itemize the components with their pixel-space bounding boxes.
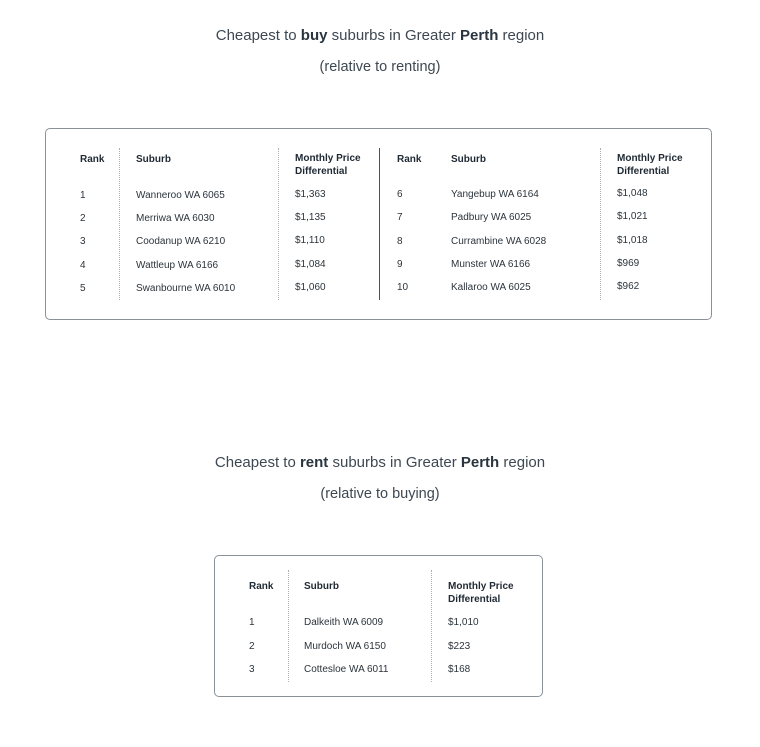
rank-cell: 7 <box>397 212 403 223</box>
column-divider <box>119 148 120 300</box>
diff-cell: $1,363 <box>295 189 326 200</box>
rank-cell: 1 <box>80 190 86 201</box>
buy-section-title <box>0 27 760 44</box>
header-diff: Monthly Price Differential <box>448 581 514 605</box>
column-divider <box>600 148 601 300</box>
diff-cell: $1,018 <box>617 235 648 246</box>
suburb-cell: Munster WA 6166 <box>451 259 531 270</box>
rank-cell: 2 <box>80 213 86 224</box>
rank-cell: 6 <box>397 189 403 200</box>
suburb-cell: Merriwa WA 6030 <box>136 213 215 224</box>
title-text: region <box>498 27 545 44</box>
suburb-cell: Padbury WA 6025 <box>451 212 532 223</box>
buy-section-subtitle: (relative to renting) <box>319 59 441 75</box>
title-text: suburbs in Greater <box>328 454 461 471</box>
header-suburb: Suburb <box>304 581 339 592</box>
rank-cell: 3 <box>249 664 255 675</box>
suburb-cell: Kallaroo WA 6025 <box>451 282 531 293</box>
table-split-divider <box>379 148 380 300</box>
rank-cell: 1 <box>249 617 255 628</box>
rank-cell: 5 <box>80 283 86 294</box>
title-text: Cheapest to <box>215 27 301 44</box>
suburb-cell: Murdoch WA 6150 <box>304 641 386 652</box>
rent-section-subtitle: (relative to buying) <box>320 486 440 502</box>
title-bold-perth: Perth <box>460 454 500 471</box>
diff-cell: $969 <box>617 258 640 269</box>
rent-table <box>214 555 543 697</box>
diff-cell: $1,021 <box>617 211 648 222</box>
suburb-cell: Yangebup WA 6164 <box>451 189 539 200</box>
diff-cell: $962 <box>617 281 640 292</box>
suburb-cell: Wattleup WA 6166 <box>136 260 219 271</box>
rank-cell: 2 <box>249 641 255 652</box>
diff-cell: $1,084 <box>295 259 326 270</box>
header-diff: Monthly Price Differential <box>295 153 361 177</box>
diff-cell: $1,135 <box>295 212 326 223</box>
title-text: Cheapest to <box>214 454 300 471</box>
header-rank: Rank <box>249 581 274 592</box>
suburb-cell: Swanbourne WA 6010 <box>136 283 236 294</box>
suburb-cell: Cottesloe WA 6011 <box>304 664 389 675</box>
diff-cell: $168 <box>448 664 471 675</box>
rank-cell: 9 <box>397 259 403 270</box>
rank-cell: 3 <box>80 236 86 247</box>
rank-cell: 10 <box>397 282 409 293</box>
column-divider <box>288 570 289 682</box>
diff-cell: $1,110 <box>295 235 325 246</box>
title-bold-perth: Perth <box>460 27 499 44</box>
column-divider <box>431 570 432 682</box>
buy-table <box>45 128 712 320</box>
header-rank: Rank <box>397 154 422 165</box>
suburb-cell: Currambine WA 6028 <box>451 236 547 247</box>
suburb-cell: Dalkeith WA 6009 <box>304 617 384 628</box>
rent-section-title <box>0 454 760 471</box>
rank-cell: 8 <box>397 236 403 247</box>
title-bold-rent: rent <box>299 454 329 471</box>
header-diff: Monthly Price Differential <box>617 153 683 177</box>
suburb-cell: Coodanup WA 6210 <box>136 236 226 247</box>
diff-cell: $1,048 <box>617 188 648 199</box>
title-text: suburbs in Greater <box>327 27 461 44</box>
header-rank: Rank <box>80 154 105 165</box>
diff-cell: $1,060 <box>295 282 326 293</box>
header-suburb: Suburb <box>136 154 171 165</box>
column-divider <box>278 148 279 300</box>
diff-cell: $223 <box>448 641 471 652</box>
suburb-cell: Wanneroo WA 6065 <box>136 190 225 201</box>
rank-cell: 4 <box>80 260 86 271</box>
title-text: region <box>499 454 546 471</box>
diff-cell: $1,010 <box>448 617 479 628</box>
title-bold-buy: buy <box>300 27 328 44</box>
header-suburb: Suburb <box>451 154 486 165</box>
